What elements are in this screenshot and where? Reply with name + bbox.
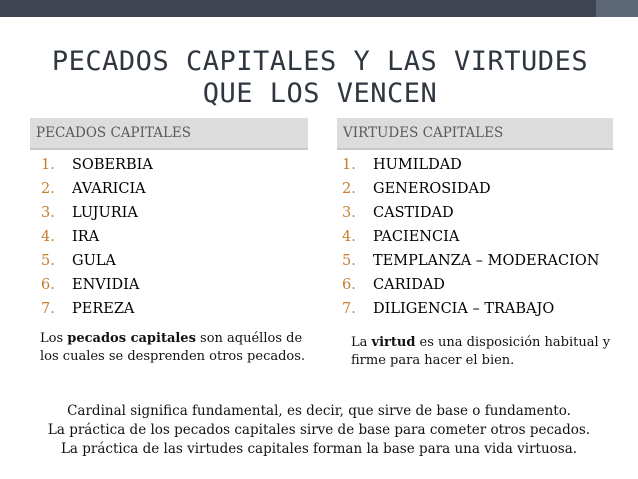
item-label: GENEROSIDAD: [373, 181, 491, 197]
footer-line: La práctica de los pecados capitales sirve de base para cometer otros pecados.: [47, 422, 591, 438]
virtue-definition: [351, 334, 631, 370]
top-bar: [0, 0, 638, 17]
note-text: La: [351, 335, 372, 350]
item-number: 5.: [342, 253, 356, 269]
title-line-1: PECADOS CAPITALES Y LAS VIRTUDES: [51, 46, 589, 77]
item-number: 1.: [342, 157, 356, 173]
list-item: [41, 225, 311, 249]
item-label: PACIENCIA: [373, 229, 460, 245]
note-bold-term: pecados capitales: [67, 331, 196, 346]
item-label: PEREZA: [72, 301, 135, 317]
top-bar-accent: [596, 0, 638, 17]
item-number: 2.: [342, 181, 356, 197]
item-label: DILIGENCIA – TRABAJO: [373, 301, 555, 317]
list-item: [342, 273, 632, 297]
column-header-virtues: VIRTUDES CAPITALES: [337, 118, 613, 150]
column-header-sins: PECADOS CAPITALES: [30, 118, 308, 150]
note-text: es una disposición habitual y firme para hacer el bien.: [351, 335, 611, 368]
footer-line: La práctica de las virtudes capitales forman la base para una vida virtuosa.: [60, 441, 578, 457]
list-item: [342, 249, 632, 273]
item-label: CASTIDAD: [373, 205, 454, 221]
list-item: [342, 201, 632, 225]
list-item: [342, 297, 632, 321]
footer-line: Cardinal significa fundamental, es decir, que sirve de base o fundamento.: [67, 403, 571, 419]
list-item: [342, 225, 632, 249]
item-number: 7.: [41, 301, 55, 317]
item-number: 1.: [41, 157, 55, 173]
sins-list: [41, 153, 311, 321]
footer-text: [20, 402, 618, 459]
item-number: 5.: [41, 253, 55, 269]
list-item: [41, 273, 311, 297]
item-label: LUJURIA: [72, 205, 138, 221]
item-label: AVARICIA: [72, 181, 146, 197]
slide-title: [40, 46, 600, 110]
list-item: [41, 153, 311, 177]
item-number: 3.: [342, 205, 356, 221]
item-label: IRA: [72, 229, 100, 245]
item-label: TEMPLANZA – MODERACION: [373, 253, 600, 269]
item-label: SOBERBIA: [72, 157, 153, 173]
item-number: 6.: [342, 277, 356, 293]
list-item: [342, 177, 632, 201]
note-text: son aquéllos de los cuales se desprenden otros pecados.: [40, 331, 306, 364]
item-number: 4.: [342, 229, 356, 245]
note-bold-term: virtud: [371, 335, 416, 350]
item-number: 3.: [41, 205, 55, 221]
note-text: Los: [40, 331, 68, 346]
virtues-list: [342, 153, 632, 321]
list-item: [41, 177, 311, 201]
item-label: CARIDAD: [373, 277, 445, 293]
item-number: 6.: [41, 277, 55, 293]
item-label: HUMILDAD: [373, 157, 462, 173]
sins-definition: [40, 330, 310, 366]
item-label: ENVIDIA: [72, 277, 140, 293]
item-number: 2.: [41, 181, 55, 197]
list-item: [41, 297, 311, 321]
item-number: 4.: [41, 229, 55, 245]
list-item: [41, 201, 311, 225]
item-number: 7.: [342, 301, 356, 317]
title-line-2: QUE LOS VENCEN: [202, 78, 438, 109]
item-label: GULA: [72, 253, 116, 269]
list-item: [41, 249, 311, 273]
list-item: [342, 153, 632, 177]
